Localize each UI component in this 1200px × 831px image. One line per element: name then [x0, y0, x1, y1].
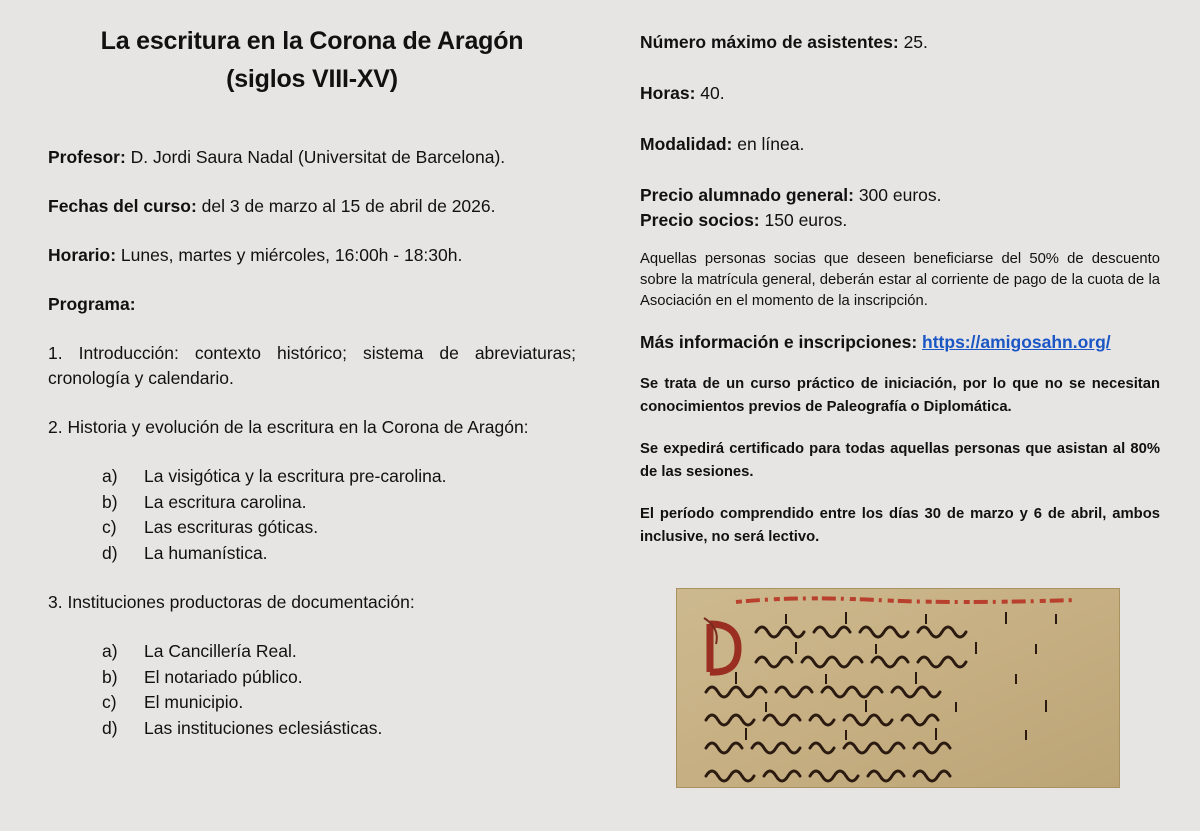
list-marker: a): [102, 641, 118, 661]
precio-socios-line: [640, 208, 1160, 233]
horario-line: [48, 243, 576, 268]
list-marker: b): [102, 491, 118, 512]
left-column: [48, 22, 576, 741]
precio-general-label: Precio alumnado general:: [640, 185, 854, 205]
list-item: [48, 639, 576, 665]
precio-general-line: [640, 183, 1160, 208]
programa-section-1: 1. Introducción: contexto histórico; sistema de abreviaturas; cronología y calendario.: [48, 343, 576, 388]
profesor-line: [48, 145, 576, 170]
precio-socios-value: 150 euros.: [759, 210, 848, 230]
list-item-text: Las escrituras góticas.: [144, 517, 319, 537]
profesor-value: D. Jordi Saura Nadal (Universitat de Barcelona).: [125, 147, 506, 167]
descuento-note: Aquellas personas socias que deseen beneficiarse del 50% de descuento sobre la matrícula general, deberán estar al corriente de pago de la cuota de la Asociación en el momento de la inscripción.: [640, 251, 1160, 309]
manuscript-image: [676, 588, 1120, 788]
info-label: Más información e inscripciones:: [640, 332, 918, 352]
fechas-line: [48, 194, 576, 219]
list-item: [48, 490, 576, 516]
programa-section-3: 3. Instituciones productoras de documentación:: [48, 592, 415, 612]
list-item: [48, 665, 576, 691]
list-marker: b): [102, 666, 118, 687]
asistentes-line: [640, 30, 1160, 55]
precio-general-value: 300 euros.: [853, 185, 942, 205]
page-title: [48, 22, 576, 98]
list-marker: c): [102, 692, 117, 712]
list-marker: a): [102, 466, 118, 486]
section-3-list: [48, 639, 576, 741]
profesor-label: Profesor:: [48, 147, 126, 167]
nota-certificado: Se expedirá certificado para todas aquellas personas que asistan al 80% de las sesiones.: [640, 441, 1160, 480]
precio-socios-label: Precio socios:: [640, 210, 760, 230]
asistentes-label: Número máximo de asistentes:: [640, 32, 899, 52]
list-item-text: La humanística.: [144, 542, 268, 563]
horario-value: Lunes, martes y miércoles, 16:00h - 18:30h.: [116, 245, 463, 265]
asistentes-value: 25.: [898, 32, 928, 52]
nota-practico: Se trata de un curso práctico de iniciación, por lo que no se necesitan conocimientos previos de Paleografía o Diplomática.: [640, 376, 1160, 415]
right-column: [640, 30, 1160, 548]
section-2-list: [48, 464, 576, 566]
list-marker: d): [102, 542, 118, 563]
info-link[interactable]: https://amigosahn.org/: [922, 332, 1111, 352]
list-item: [48, 690, 576, 716]
horas-value: 40.: [695, 83, 725, 103]
manuscript-illustration: [676, 588, 1120, 788]
programa-section-2: 2. Historia y evolución de la escritura en la Corona de Aragón:: [48, 417, 529, 437]
nota-periodo: El período comprendido entre los días 30 de marzo y 6 de abril, ambos inclusive, no será lectivo.: [640, 506, 1160, 545]
programa-label: Programa:: [48, 294, 136, 314]
list-item-text: El notariado público.: [144, 666, 303, 687]
list-item-text: La Cancillería Real.: [144, 641, 297, 661]
list-marker: d): [102, 717, 118, 738]
horas-label: Horas:: [640, 83, 696, 103]
info-line: [640, 330, 1160, 355]
list-marker: c): [102, 517, 117, 537]
title-line-1: La escritura en la Corona de Aragón: [100, 27, 524, 55]
fechas-value: del 3 de marzo al 15 de abril de 2026.: [196, 196, 496, 216]
list-item: [48, 515, 576, 541]
list-item: [48, 716, 576, 742]
list-item-text: El municipio.: [144, 692, 244, 712]
list-item-text: La visigótica y la escritura pre-carolina.: [144, 466, 447, 486]
modalidad-line: [640, 132, 1160, 157]
horas-line: [640, 81, 1160, 106]
modalidad-value: en línea.: [732, 134, 805, 154]
modalidad-label: Modalidad:: [640, 134, 733, 154]
list-item-text: La escritura carolina.: [144, 491, 307, 512]
fechas-label: Fechas del curso:: [48, 196, 197, 216]
title-line-2: (siglos VIII-XV): [226, 65, 398, 93]
list-item: [48, 464, 576, 490]
horario-label: Horario:: [48, 245, 117, 265]
list-item: [48, 541, 576, 567]
list-item-text: Las instituciones eclesiásticas.: [144, 717, 383, 738]
